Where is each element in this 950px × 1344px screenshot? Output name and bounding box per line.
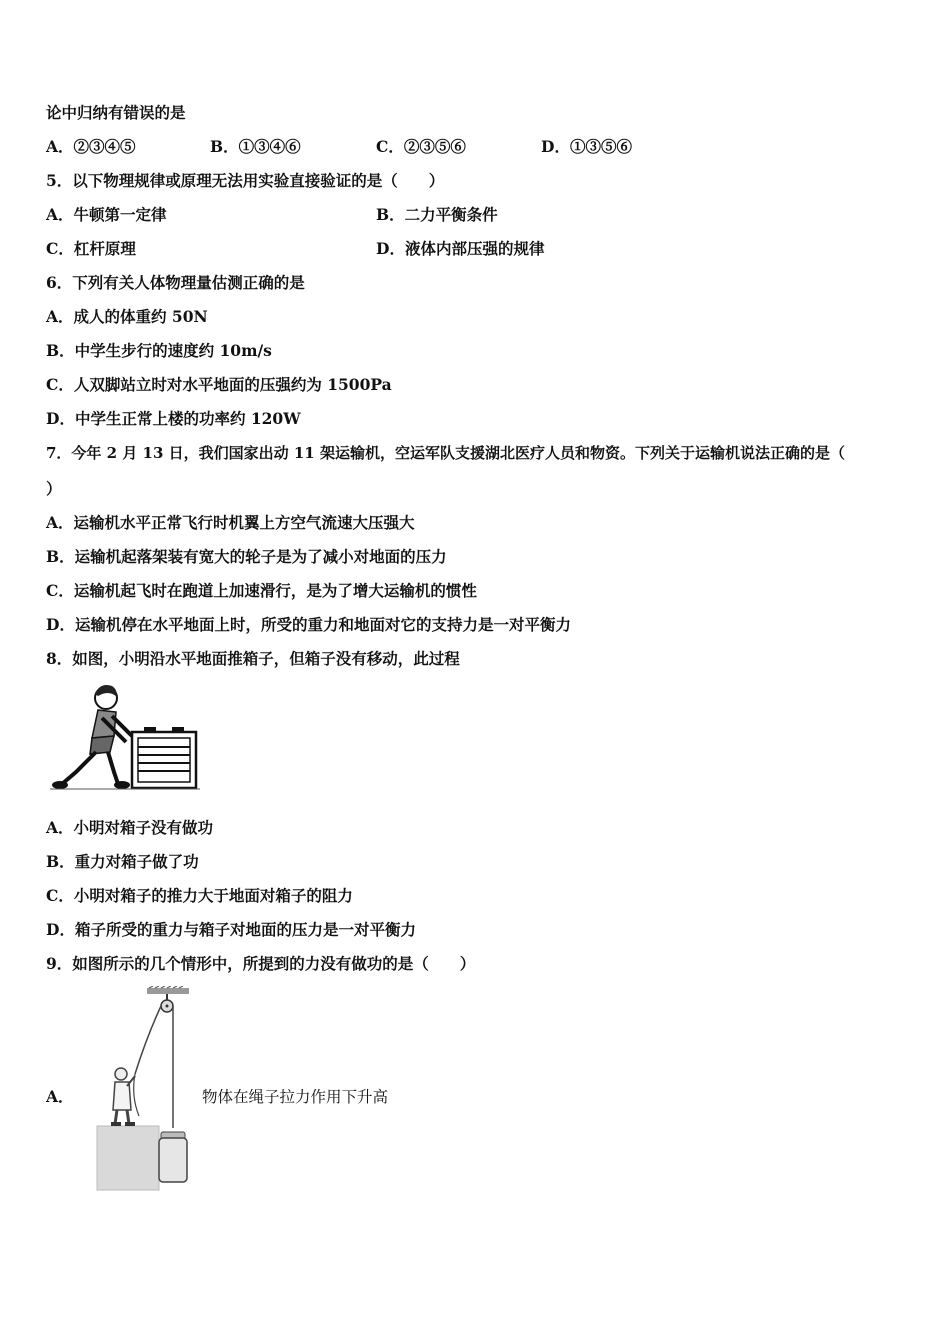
q7-stem-line1: 7．今年 2 月 13 日，我们国家出动 11 架运输机，空运军队支援湖北医疗人员和物资。下列关于运输机说法正确的是（ [46,444,845,462]
intro-line: 论中归纳有错误的是 [46,103,186,122]
q4-option-b[interactable]: B．①③④⑥ [210,137,301,156]
q6-option-d[interactable]: D．中学生正常上楼的功率约 120W [46,409,301,428]
q8-option-d[interactable]: D．箱子所受的重力与箱子对地面的压力是一对平衡力 [46,920,416,939]
q5-option-c[interactable]: C．杠杆原理 [46,239,136,258]
q9-option-a-label[interactable]: A． [46,1087,74,1106]
q5-option-b[interactable]: B．二力平衡条件 [376,205,498,224]
q7-option-a[interactable]: A．运输机水平正常飞行时机翼上方空气流速大压强大 [46,513,415,532]
platform-block [97,1126,159,1190]
q6-stem: 6．下列有关人体物理量估测正确的是 [46,273,305,292]
q4-option-d[interactable]: D．①③⑤⑥ [541,137,632,156]
q6-option-c[interactable]: C．人双脚站立时对水平地面的压强约为 1500Pa [46,375,392,394]
q9-option-a-text[interactable]: 物体在绳子拉力作用下升高 [202,1088,389,1106]
q5-option-a[interactable]: A．牛顿第一定律 [46,205,167,224]
q8-option-a[interactable]: A．小明对箱子没有做功 [46,818,214,837]
person-head [115,1068,127,1080]
q7-option-d[interactable]: D．运输机停在水平地面上时，所受的重力和地面对它的支持力是一对平衡力 [46,615,571,634]
rope-pull-side [135,1006,161,1074]
q7-option-b[interactable]: B．运输机起落架装有宽大的轮子是为了减小对地面的压力 [46,547,447,566]
q5-option-d[interactable]: D．液体内部压强的规律 [376,239,545,258]
q8-option-c[interactable]: C．小明对箱子的推力大于地面对箱子的阻力 [46,886,353,905]
q7-stem-line2: ） [46,479,62,498]
q4-option-c[interactable]: C．②③⑤⑥ [376,137,466,156]
q6-option-a[interactable]: A．成人的体重约 50N [46,307,208,326]
box-panel [138,738,190,782]
boy-leg-back [62,752,96,784]
q7-option-c[interactable]: C．运输机起飞时在跑道上加速滑行，是为了增大运输机的惯性 [46,581,477,600]
boy-shirt [92,710,116,738]
pulley-figure [95,986,195,1194]
q8-option-b[interactable]: B．重力对箱子做了功 [46,852,199,871]
q5-options-row2 [0,239,950,259]
person-body [113,1082,131,1110]
ceiling-beam [147,988,189,994]
q5-stem: 5．以下物理规律或原理无法用实验直接验证的是（ ） [46,171,445,190]
q8-stem: 8．如图，小明沿水平地面推箱子，但箱子没有移动，此过程 [46,649,460,668]
q4-options-row [0,137,950,157]
q5-options-row1 [0,205,950,225]
boy-shorts [90,736,114,754]
q6-option-b[interactable]: B．中学生步行的速度约 10m/s [46,341,272,360]
q4-option-a[interactable]: A．②③④⑤ [46,137,136,156]
q9-stem: 9．如图所示的几个情形中，所提到的力没有做功的是（ ） [46,954,476,973]
boy-leg-front [108,752,118,784]
boy-pushing-box-figure [50,680,200,792]
load-bucket [159,1138,187,1182]
